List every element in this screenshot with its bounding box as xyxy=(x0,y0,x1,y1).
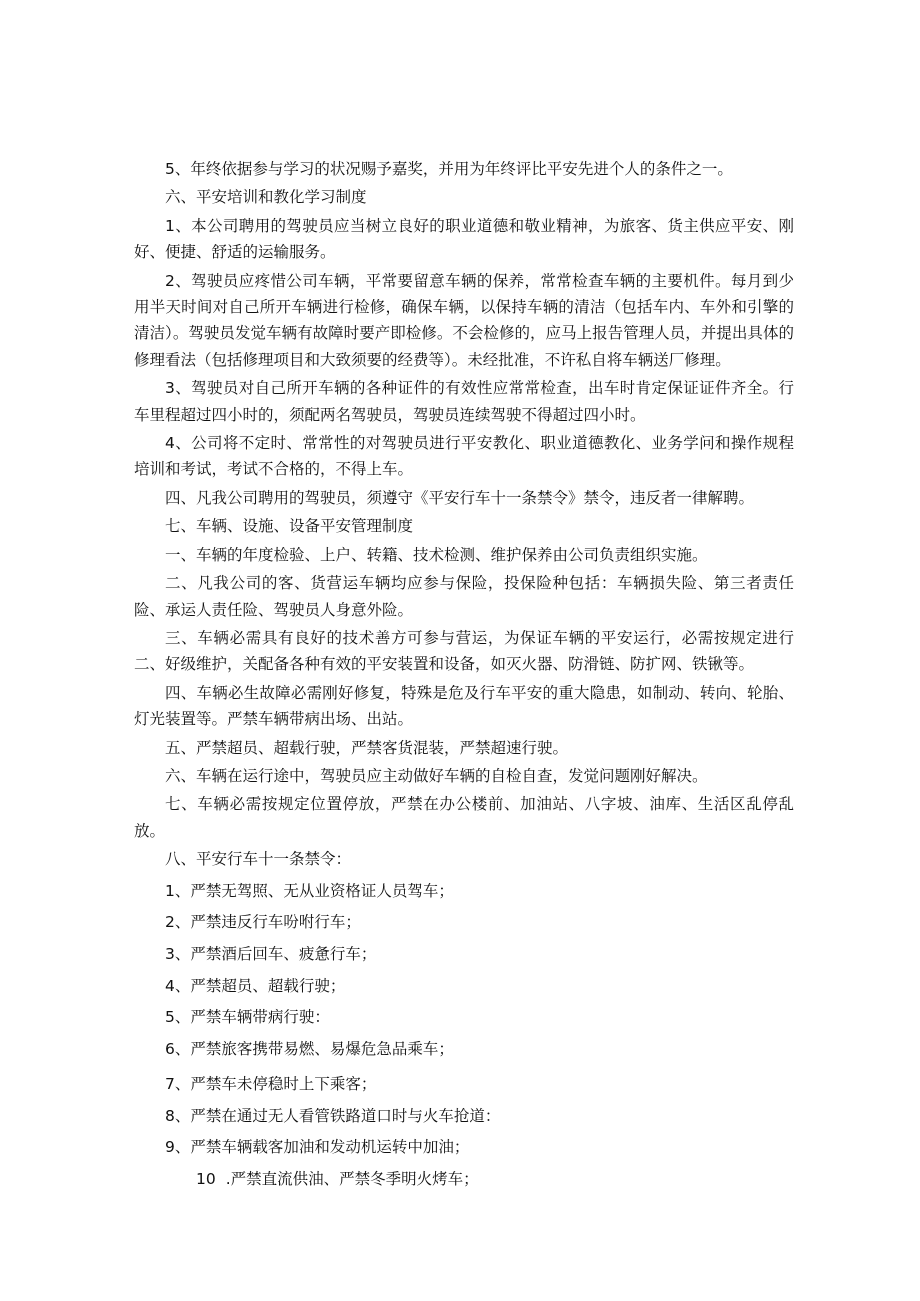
rule-item-10-number: 10 xyxy=(196,1169,216,1188)
rule-item-6: 6、严禁旅客携带易燃、易爆危急品乘车； xyxy=(165,1039,454,1058)
section-heading-eleven-rules: 八、平安行车十一条禁令： xyxy=(165,850,352,869)
paragraph-fault-repair: 四、车辆必生故障必需刚好修复，特殊是危及行车平安的重大隐患，如制动、转向、轮胎、灯光装置等。严禁车辆带病出场、出站。 xyxy=(134,683,794,729)
paragraph-parking: 七、车辆必需按规定位置停放，严禁在办公楼前、加油站、八字坡、油库、生活区乱停乱放。 xyxy=(134,795,794,840)
paragraph-driver-prohibitions: 四、凡我公司聘用的驾驶员，须遵守《平安行车十一条禁令》禁令，违反者一律解聘。 xyxy=(165,488,755,507)
paragraph-vehicle-documents: 3、驾驶员对自己所开车辆的各种证件的有效性应常常检查，出车时肯定保证证件齐全。行车里程超过四小时的，须配两名驾驶员，驾驶员连续驾驶不得超过四小时。 xyxy=(134,379,794,424)
rule-item-5: 5、严禁车辆带病行驶： xyxy=(165,1008,330,1027)
document-body xyxy=(134,156,794,1192)
rule-item-9: 9、严禁车辆载客加油和发动机运转中加油； xyxy=(165,1138,470,1157)
paragraph-professional-ethics: 1、本公司聘用的驾驶员应当树立良好的职业道德和敬业精神，为旅客、货主供应平安、刚好、便捷、舒适的运输服务。 xyxy=(134,216,794,262)
paragraph-technical-condition: 三、车辆必需具有良好的技术善方可参与营运，为保证车辆的平安运行，必需按规定进行二、好级维护，关配备各种有效的平安装置和设备，如灭火器、防滑链、防扩网、铁锹等。 xyxy=(134,628,794,674)
paragraph-driver-training: 4、公司将不定时、常常性的对驾驶员进行平安教化、职业道德教化、业务学问和操作规程培训和考试，考试不合格的，不得上车。 xyxy=(134,434,794,479)
rule-item-3: 3、严禁酒后回车、疲惫行车； xyxy=(165,944,377,963)
paragraph-annual-inspection: 一、车辆的年度检验、上户、转籍、技术检测、维护保养由公司负责组织实施。 xyxy=(165,545,708,564)
section-heading-training: 六、平安培训和教化学习制度 xyxy=(165,188,367,207)
paragraph-self-inspection: 六、车辆在运行途中，驾驶员应主动做好车辆的自检自查，发觉问题刚好解决。 xyxy=(165,766,708,785)
rule-item-8: 8、严禁在通过无人看管铁路道口时与火车抢道： xyxy=(165,1106,501,1125)
paragraph-no-overload: 五、严禁超员、超载行驶，严禁客货混装，严禁超速行驶。 xyxy=(165,738,569,757)
rule-item-1: 1、严禁无驾照、无从业资格证人员驾车； xyxy=(165,881,454,900)
paragraph-year-end-reward: 5、年终依据参与学习的状况赐予嘉奖，并用为年终评比平安先进个人的条件之一。 xyxy=(165,160,733,178)
rule-item-4: 4、严禁超员、超载行驶； xyxy=(165,976,346,995)
rule-item-2: 2、严禁违反行车吩咐行车； xyxy=(165,913,361,932)
rule-item-10 xyxy=(134,1166,794,1192)
paragraph-insurance: 二、凡我公司的客、货营运车辆均应参与保险，投保险种包括：车辆损失险、第三者责任险、承运人责任险、驾驶员人身意外险。 xyxy=(134,574,794,619)
rule-item-10-text: .严禁直流供油、严禁冬季明火烤车； xyxy=(225,1169,479,1188)
section-heading-vehicle-safety: 七、车辆、设施、设备平安管理制度 xyxy=(165,517,414,536)
rule-item-7: 7、严禁车未停稳时上下乘客； xyxy=(165,1075,377,1094)
paragraph-vehicle-maintenance: 2、驾驶员应疼惜公司车辆，平常要留意车辆的保养，常常检查车辆的主要机件。每月到少用半天时间对自己所开车辆进行检修，确保车辆，以保持车辆的清洁（包括车内、车外和引擎的清洁）。驾驶员发觉车辆有故障时要产即检修。不会检修的，应马上报告管理人员，并提出具体的修理看法（包括修理项目和大致须要的经费等）。未经批准，不许私自将车辆送厂修理。 xyxy=(134,271,794,369)
